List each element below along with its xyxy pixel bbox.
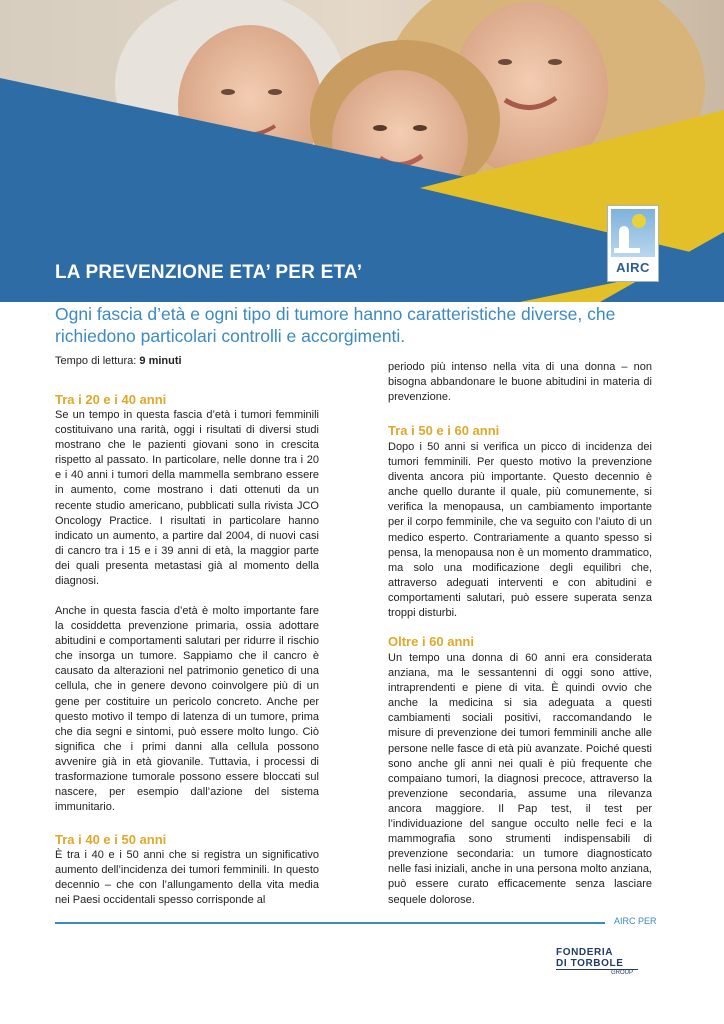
reading-time-value: 9 minuti — [139, 355, 182, 367]
sponsor-logo — [556, 945, 648, 979]
footer-label: AIRC PER — [614, 916, 657, 926]
reading-time-label: Tempo di lettura: — [55, 355, 137, 367]
paragraph-40-50: È tra i 40 e i 50 anni che si registra un significativo aumento dell’incidenza dei tumori femminili. In questo decennio – che con l’allungamento della vita media nei Paesi occidentali spesso corrisponde al — [55, 849, 319, 907]
paragraph-20-40-b: Anche in questa fascia d’età è molto importante fare la cosiddetta prevenzione primaria, ossia adottare abitudini e comportamenti salutari per ridurre il rischio che insorga un tumore. Sappiamo che il cancro è causato da alterazioni nel patrimonio genetico di una cellula, che in genere devono coinvolgere più di un gene per costituire un pericolo concreto. Anche per questo motivo il tempo di latenza di un tumore, prima che dia segni e sintomi, può essere molto lungo. Ciò significa che i primi danni alla cellula possono avvenire già in età giovanile. Tuttavia, i processi di trasformazione tumorale possono essere bloccati sul nascere, per esempio dall’azione del sistema immunitario. — [55, 605, 319, 814]
heading-50-60: Tra i 50 e i 60 anni — [388, 423, 500, 438]
header-banner — [0, 0, 724, 302]
heading-40-50: Tra i 40 e i 50 anni — [55, 832, 167, 847]
heading-over-60: Oltre i 60 anni — [388, 634, 474, 649]
logo-text: AIRC — [616, 260, 650, 275]
paragraph-over-60: Un tempo una donna di 60 anni era considerata anziana, ma le sessantenni di oggi sono attive, intraprendenti e piene di vita. È quindi ovvio che anche la medicina si sia adeguata a questi cambiamenti sociali positivi, raccomandando le misure di prevenzione dei tumori femminili anche alle persone nelle fasce di età più avanzate. Poiché questi sono anche gli anni nei quali è più frequente che compaiano tumori, la diagnosi precoce, attraverso la prevenzione secondaria, assume una rilevanza ancora maggiore. Il Pap test, il test per l’individuazione del sangue occulto nelle feci e la mammografia sono strumenti indispensabili di prevenzione secondaria: un tumore diagnosticato nelle fasi iniziali, anche in una persona molto anziana, può essere curato efficacemente senza lasciare sequele dolorose. — [388, 652, 652, 906]
sponsor-line-1: FONDERIA — [556, 947, 614, 958]
paragraph-40-50-continued: periodo più intenso nella vita di una donna – non bisogna abbandonare le buone abitudini in materia di prevenzione. — [388, 361, 652, 404]
paragraph-50-60: Dopo i 50 anni si verifica un picco di incidenza dei tumori femminili. Per questo motivo la prevenzione diventa ancora più importante. Questo decennio è anche quello durante il quale, più comunemente, si verifica la menopausa, un cambiamento importante per il corpo femminile, che va seguito con l’aiuto di un medico esperto. Contrariamente a quanto spesso si pensa, la menopausa non è un momento drammatico, ma solo una modificazione degli equilibri che, attraverso adeguati interventi e con abitudini e comportamenti salutari, può essere superata senza troppi disturbi. — [388, 441, 652, 620]
subtitle: Ogni fascia d’età e ogni tipo di tumore hanno caratteristiche diverse, che richiedono particolari controlli e accorgimenti. — [55, 304, 616, 346]
footer-divider — [55, 922, 605, 924]
microscope-icon — [619, 226, 629, 250]
sponsor-line-3: GROUP — [611, 970, 634, 976]
airc-logo — [607, 205, 659, 282]
sponsor-line-2: DI TORBOLE — [556, 958, 624, 969]
page-title: LA PREVENZIONE ETA’ PER ETA’ — [55, 262, 363, 283]
heading-20-40: Tra i 20 e i 40 anni — [55, 392, 167, 407]
paragraph-20-40-a: Se un tempo in questa fascia d’età i tumori femminili costituivano una rarità, oggi i risultati di diversi studi mostrano che le pazienti giovani sono in crescita rispetto al passato. In particolare, nelle donne tra i 20 e i 40 anni i tumori della mammella sembrano essere in aumento, come mostrano i dati ottenuti da un recente studio americano, pubblicati sulla rivista JCO Oncology Practice. I risultati in particolare hanno indicato un aumento, a partire dal 2004, di nuovi casi di cancro tra i 15 e i 39 anni di età, la maggior parte dei quali presenta metastasi già al momento della diagnosi. — [55, 409, 319, 588]
reading-time — [55, 355, 182, 367]
